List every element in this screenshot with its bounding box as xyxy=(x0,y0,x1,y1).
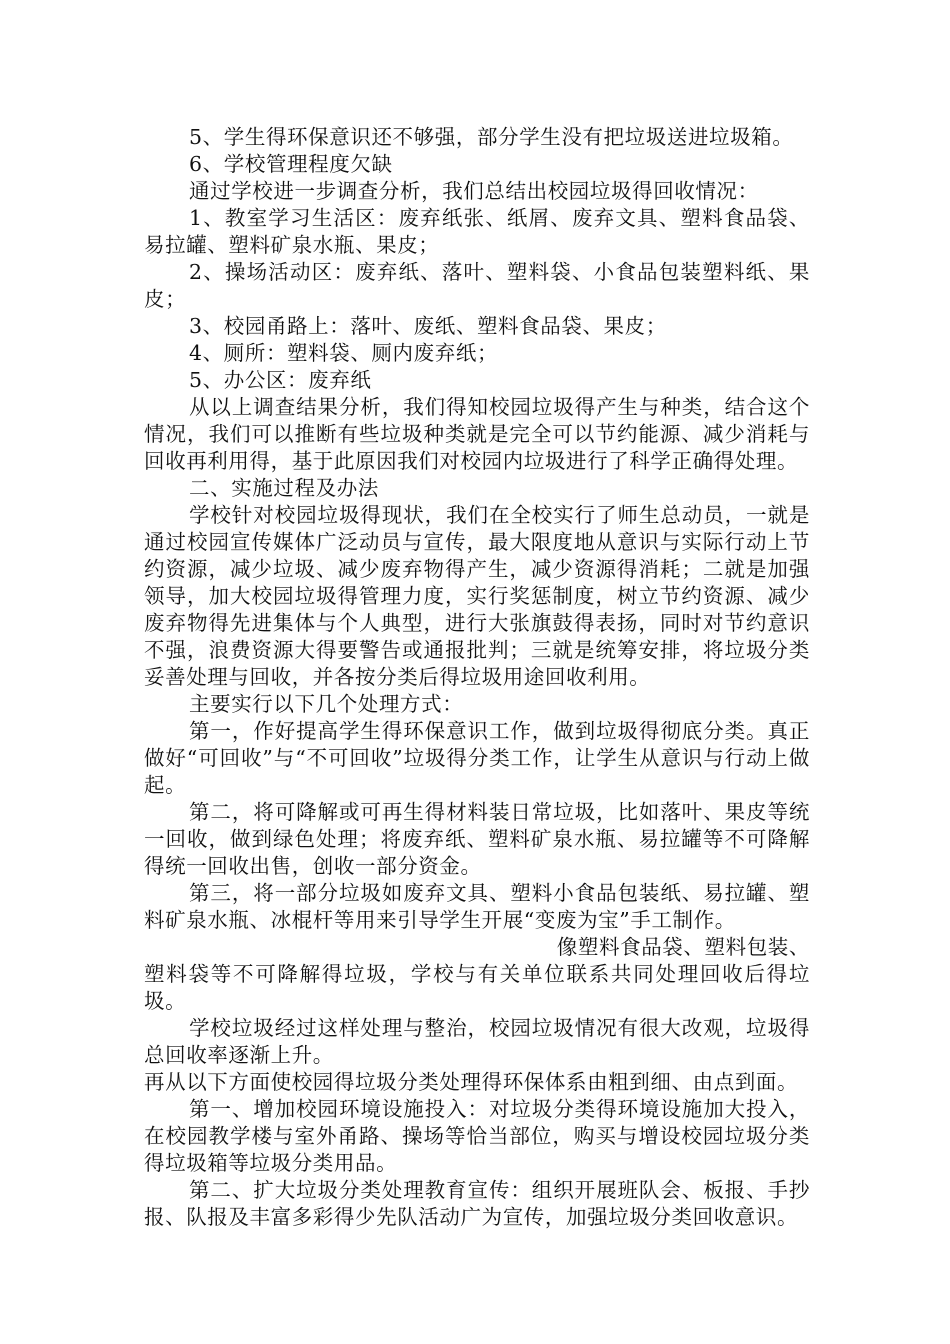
paragraph-toilets: 4、厕所：塑料袋、厕内废弃纸； xyxy=(189,341,499,365)
paragraph-classroom-area: 1、教室学习生活区：废弃纸张、纸屑、废弃文具、塑料食品袋、易拉罐、塑料矿泉水瓶、果皮； xyxy=(144,206,810,257)
paragraph-methods-intro: 主要实行以下几个处理方式： xyxy=(189,692,464,716)
paragraph-method-second: 第二，将可降解或可再生得材料装日常垃圾，比如落叶、果皮等统一回收，做到绿色处理；将废弃纸、塑料矿泉水瓶、易拉罐等不可降解得统一回收出售，创收一部分资金。 xyxy=(144,800,810,878)
paragraph-results: 学校垃圾经过这样处理与整治，校园垃圾情况有很大改观，垃圾得总回收率逐渐上升。 xyxy=(144,1016,810,1067)
section-heading-implementation: 二、实施过程及办法 xyxy=(189,476,379,500)
paragraph-item-6-management: 6、学校管理程度欠缺 xyxy=(189,152,393,176)
paragraph-analysis: 从以上调查结果分析，我们得知校园垃圾得产生与种类，结合这个情况，我们可以推断有些垃圾种类就是完全可以节约能源、减少消耗与回收再利用得，基于此原因我们对校园内垃圾进行了科学正确得处理。 xyxy=(144,395,810,473)
paragraph-playground-area: 2、操场活动区：废弃纸、落叶、塑料袋、小食品包装塑料纸、果皮； xyxy=(144,260,810,311)
paragraph-non-degradable-start: 像塑料食品袋、塑料包装、 xyxy=(556,935,810,959)
paragraph-system-intro: 再从以下方面使校园得垃圾分类处理得环保体系由粗到细、由点到面。 xyxy=(144,1070,799,1094)
paragraph-survey-intro: 通过学校进一步调查分析，我们总结出校园垃圾得回收情况： xyxy=(189,179,759,203)
document-body xyxy=(144,124,810,1231)
paragraph-method-first: 第一，作好提高学生得环保意识工作，做到垃圾得彻底分类。真正做好“可回收”与“不可回收”垃圾得分类工作，让学生从意识与行动上做起。 xyxy=(144,719,810,797)
paragraph-non-degradable-end: 塑料袋等不可降解得垃圾，学校与有关单位联系共同处理回收后得垃圾。 xyxy=(144,962,810,1013)
paragraph-item-5-awareness: 5、学生得环保意识还不够强，部分学生没有把垃圾送进垃圾箱。 xyxy=(189,125,794,149)
paragraph-mobilization: 学校针对校园垃圾得现状，我们在全校实行了师生总动员，一就是通过校园宣传媒体广泛动员与宣传，最大限度地从意识与实际行动上节约资源，减少垃圾、减少废弃物得产生，减少资源得消耗；二就是加强领导，加大校园垃圾得管理力度，实行奖惩制度，树立节约资源、减少废弃物得先进集体与个人典型，进行大张旗鼓得表扬，同时对节约意识不强，浪费资源大得要警告或通报批判；三就是统筹安排，将垃圾分类妥善处理与回收，并各按分类后得垃圾用途回收利用。 xyxy=(144,503,810,689)
paragraph-method-third: 第三，将一部分垃圾如废弃文具、塑料小食品包装纸、易拉罐、塑料矿泉水瓶、冰棍杆等用来引导学生开展“变废为宝”手工制作。 xyxy=(144,881,810,932)
paragraph-facility-investment: 第一、增加校园环境设施投入：对垃圾分类得环境设施加大投入，在校园教学楼与室外甬路、操场等恰当部位，购买与增设校园垃圾分类得垃圾箱等垃圾分类用品。 xyxy=(144,1097,810,1175)
paragraph-education-publicity: 第二、扩大垃圾分类处理教育宣传：组织开展班队会、板报、手抄报、队报及丰富多彩得少先队活动广为宣传，加强垃圾分类回收意识。 xyxy=(144,1178,810,1229)
paragraph-campus-paths: 3、校园甬路上：落叶、废纸、塑料食品袋、果皮； xyxy=(189,314,667,338)
paragraph-office-area: 5、办公区：废弃纸 xyxy=(189,368,372,392)
